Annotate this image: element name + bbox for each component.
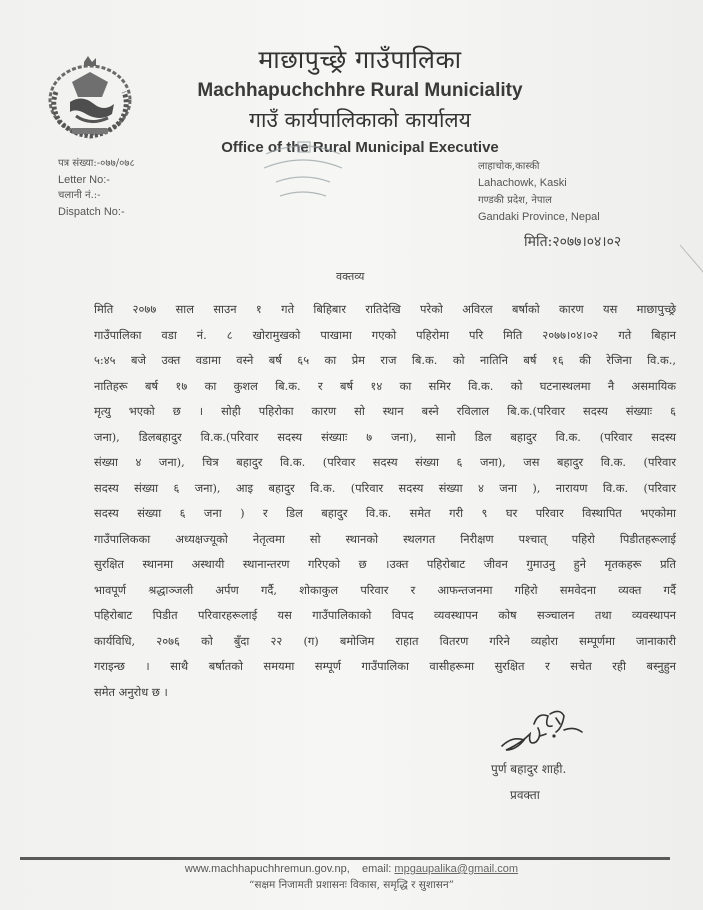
letter-subject: वक्तव्य bbox=[336, 270, 365, 283]
body-line: गाउँपालिका वडा नं. ८ खोरामुखको पाखामा गएको पहिरोमा परि मिति २०७७।०४।०२ गते बिहान bbox=[94, 327, 676, 342]
body-line: ५:४५ बजे उक्त वडामा वस्ने बर्ष ६५ का प्रेम राज बि.क. को नातिनि बर्ष १६ की रेजिना वि.क., bbox=[94, 353, 676, 367]
dispatch-number-english: Dispatch No:- bbox=[58, 206, 125, 218]
signature-icon bbox=[498, 706, 588, 756]
body-line: सदस्य संख्या ६ जना), आइ बहादुर वि.क. (परिवार सदस्य संख्या ४ जना ), नारायण वि.क. (परिवार bbox=[94, 480, 676, 495]
office-name-nepali: गाउँ कार्यपालिकाको कार्यालय bbox=[249, 108, 471, 132]
body-line: गराइन्छ । साथै बर्षातको समयमा सम्पूर्ण गाउँपालिका वासीहरूमा सुरक्षित र सचेत रही बस्नुहुन bbox=[94, 659, 676, 673]
body-line: सुरक्षित स्थानमा अस्थायी स्थानान्तरण गरिएको छ ।उक्त पहिरोबाट जीवन गुमाउनु हुने मृतकहरू प्रति bbox=[94, 557, 676, 571]
body-line: संख्या ४ जना), चित्र बहादुर वि.क. (परिवार सदस्य संख्या ६ जना), जस बहादुर वि.क. (परिवार bbox=[94, 455, 676, 469]
province-english: Gandaki Province, Nepal bbox=[478, 211, 600, 223]
office-stamp-icon bbox=[258, 140, 348, 210]
body-line: समेत अनुरोध छ । bbox=[94, 684, 168, 699]
body-line: भावपूर्ण श्रद्धाञ्जली अर्पण गर्दै, शोकाकुल परिवार र आफन्तजनमा गहिरो समवेदना व्यक्त गर्दै bbox=[94, 582, 676, 597]
letterhead bbox=[180, 44, 540, 158]
body-line: नातिहरू बर्ष १७ का कुशल बि.क. र बर्ष १४ का समिर वि.क. को घटनास्थलमा नै असमायिक bbox=[94, 378, 676, 393]
letter-reference-block bbox=[58, 156, 135, 220]
body-line: मिति २०७७ साल साउन १ गते बिहिबार रातिदेखि परेको अविरल बर्षाको कारण यस माछापुच्छ्रे bbox=[94, 302, 676, 316]
municipality-name-nepali: माछापुच्छ्रे गाउँपालिका bbox=[258, 45, 462, 74]
scan-artifact-line bbox=[680, 245, 703, 275]
email-link[interactable]: mpgaupalika@gmail.com bbox=[394, 863, 519, 875]
footer-motto: “सक्षम निजामती प्रशासनः विकास, समृद्धि र सुशासन” bbox=[248, 879, 455, 891]
office-name-english: Office of the Rural Municipal Executive bbox=[221, 139, 499, 156]
email-label: email: bbox=[362, 863, 392, 875]
address-block bbox=[478, 158, 600, 226]
footer-divider bbox=[20, 857, 670, 860]
statement-body bbox=[94, 297, 676, 705]
address-nepali: लाहाचोक,कास्की bbox=[478, 161, 540, 172]
body-line: सदस्य संख्या ६ जना ) र डिल बहादुर वि.क. समेत गरी ९ घर परिवार विस्थापित भएकोमा bbox=[94, 506, 676, 520]
body-line: जना), डिलबहादुर वि.क.(परिवार सदस्य संख्याः ७ जना), सानो डिल बहादुर वि.क. (परिवार सदस्य bbox=[94, 429, 676, 444]
signatory-title: प्रवक्ता bbox=[510, 788, 540, 802]
dispatch-number-nepali: चलानी नं.:- bbox=[58, 190, 101, 201]
body-line: कार्यविधि, २०७६ को बुँदा २२ (ग) बमोजिम राहात वितरण गरिने व्यहोरा सम्पूर्णमा जानाकारी bbox=[94, 633, 676, 648]
letter-number-nepali: पत्र संख्या:-०७७/०७८ bbox=[58, 158, 135, 169]
website-link[interactable]: www.machhapuchhremun.gov.np, bbox=[184, 863, 350, 875]
letter-date: मिति:२०७७।०४।०२ bbox=[524, 234, 622, 250]
footer bbox=[0, 861, 703, 893]
address-english: Lahachowk, Kaski bbox=[478, 177, 567, 189]
signatory-name: पुर्ण बहादुर शाही. bbox=[491, 762, 567, 776]
body-line: गाउँपालिकका अध्यक्षज्यूको नेतृत्वमा सो स्थानको स्थलगत निरीक्षण पश्चात् पहिरो पिडीतहरूलाई bbox=[94, 531, 676, 546]
municipality-name-english: Machhapuchchhre Rural Municiality bbox=[197, 80, 523, 101]
nepal-emblem-icon bbox=[42, 52, 138, 140]
footer-contact bbox=[0, 861, 703, 877]
letter-number-english: Letter No:- bbox=[58, 174, 110, 186]
body-line: पहिरोबाट पिडीत परिवारहरूलाई यस गाउँपालिकाको विपद व्यवस्थापन कोष सञ्चालन तथा व्यवस्थापन bbox=[94, 608, 676, 622]
province-nepali: गण्डकी प्रदेश, नेपाल bbox=[478, 195, 552, 206]
body-line: मृत्यु भएको छ । सोही पहिरोका कारण सो स्थान बस्ने रविलाल बि.क.(परिवार सदस्य संख्याः ६ bbox=[94, 404, 676, 418]
